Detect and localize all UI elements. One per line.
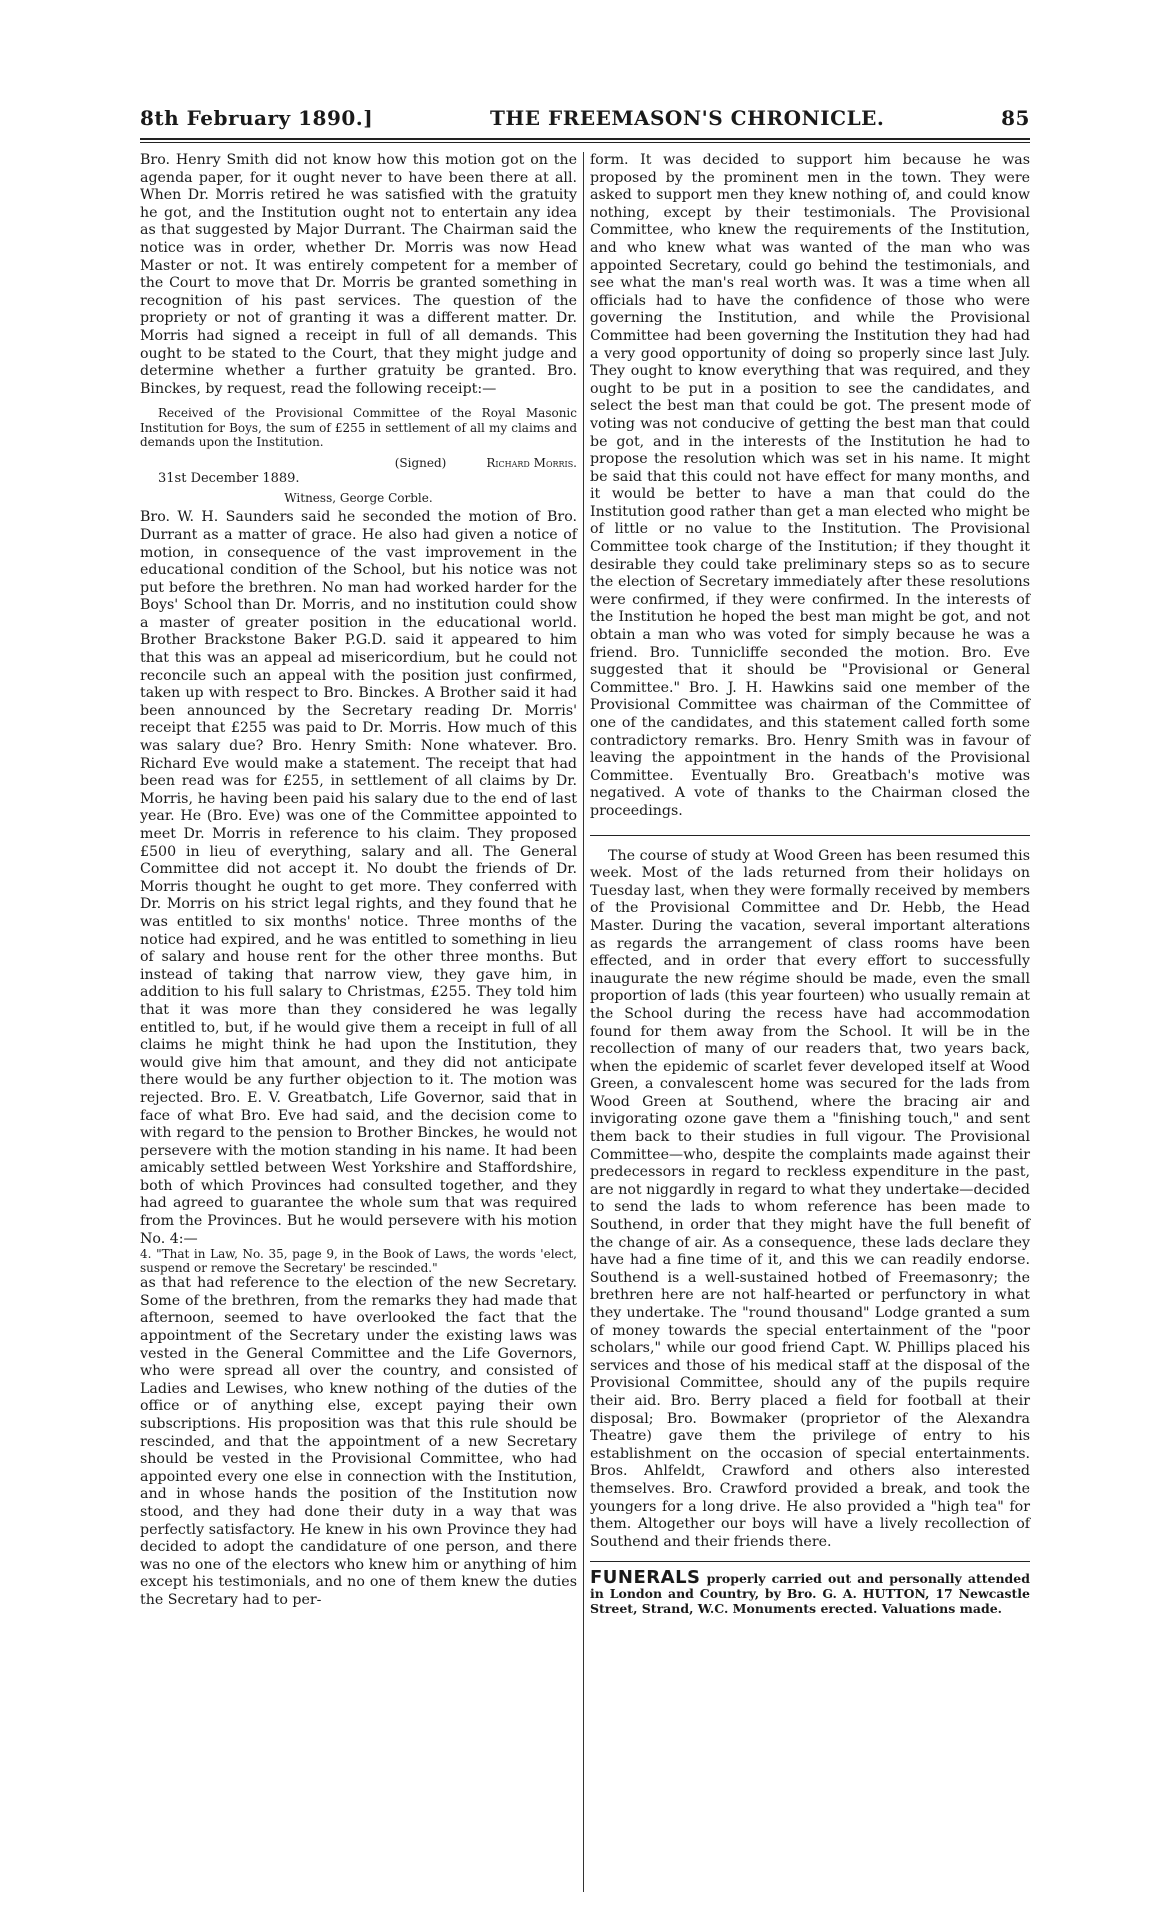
masthead-rule-thin	[140, 142, 1030, 143]
left-paragraph-1: Bro. Henry Smith did not know how this motion got on the agenda paper, for it ought never to have been there at all. When Dr. Morris retired he was satisfied with the gratuity he got, and the Institution ought not to entertain any idea as that suggested by Major Durrant. The Chairman said the notice was in order, whether Dr. Morris was now Head Master or not. It was entirely competent for a member of the Court to move that Dr. Morris be granted something in recognition of his past services. The question of the propriety or not of granting it was a different matter. Dr. Morris had signed a receipt in full of all demands. This ought to be stated to the Court, that they might judge and determine whether a further gratuity be granted. Bro. Binckes, by request, read the following receipt:—	[140, 152, 577, 397]
receipt-signed-label: (Signed)	[394, 455, 447, 470]
motion-quote: 4. "That in Law, No. 35, page 9, in the Book of Laws, the words 'elect, suspend or remove the Secretary' be rescinded."	[140, 1247, 577, 1275]
left-paragraph-2: Bro. W. H. Saunders said he seconded the motion of Bro. Durrant as a matter of grace. He also had given a notice of motion, in consequence of the vast improvement in the educational condition of the School, but his notice was not put before the brethren. No man had worked harder for the Boys' School than Dr. Morris, and no institution could show a master of greater position in the educational world. Brother Brackstone Baker P.G.D. said it appeared to him that this was an appeal ad misericordium, but he could not reconcile such an appeal with the position just confirmed, taken up with respect to Bro. Binckes. A Brother said it had been announced by the Secretary reading Dr. Morris' receipt that £255 was paid to Dr. Morris. How much of this was salary due? Bro. Henry Smith: None whatever. Bro. Richard Eve would make a statement. The receipt that had been read was for £255, in settlement of all claims by Dr. Morris, he having been paid his salary due to the end of last year. He (Bro. Eve) was one of the Committee appointed to meet Dr. Morris in reference to his claim. They proposed £500 in lieu of everything, salary and all. The General Committee did not accept it. No doubt the friends of Dr. Morris thought he ought to get more. They conferred with Dr. Morris on his strict legal rights, and they found that he was entitled to six months' notice. Three months of the notice had expired, and he was entitled to something in lieu of salary and house rent for the other three months. But instead of taking that narrow view, they gave him, in addition to his full salary to Christmas, £255. They told him that it was more than they considered he was legally entitled to, but, if he would give them a receipt in full of all claims he might think he had upon the Institution, they would give him that amount, and they did not anticipate there would be any further objection to it. The motion was rejected. Bro. E. V. Greatbatch, Life Governor, said that in face of what Bro. Eve had said, and the decision come to with regard to the pension to Brother Binckes, he would not persevere with the motion standing in his name. It had been amicably settled between West Yorkshire and Staffordshire, both of which Provinces had consulted together, and they had agreed to guarantee the whole sum that was required from the Provinces. But he would persevere with his motion No. 4:—	[140, 509, 577, 1247]
receipt-text: Received of the Provisional Committee of the Royal Masonic Institution for Boys, the sum of £255 in settlement of all my claims and demands upon the Institution.	[140, 406, 577, 450]
funerals-text: properly carried out and personally attended in London and Country, by Bro. G. A. HUTTON, 17 Newcastle Street, Strand, W.C. Monuments erected. Valuations made.	[590, 1571, 1030, 1617]
right-paragraph-2: The course of study at Wood Green has been resumed this week. Most of the lads returned from their holidays on Tuesday last, when they were formally received by members of the Provisional Committee and Dr. Hebb, the Head Master. During the vacation, several important alterations as regards the arrangement of class rooms have been effected, and in order that every effort to successfully inaugurate the new régime should be made, even the small proportion of lads (this year fourteen) who usually remain at the School during the recess have had accommodation found for them away from the School. It will be in the recollection of many of our readers that, two years back, when the epidemic of scarlet fever developed itself at Wood Green, a convalescent home was secured for the lads from Wood Green at Southend, where the bracing air and invigorating ozone gave them a "finishing touch," and sent them back to their studies in full vigour. The Provisional Committee—who, despite the complaints made against their predecessors in regard to reckless expenditure in the past, are not niggardly in regard to what they undertake—decided to send the lads to whom reference has been made to Southend, in order that they might have the full benefit of the change of air. As a consequence, these lads declare they have had a fine time of it, and this we can readily endorse. Southend is a well-sustained hotbed of Freemasonry; the brethren here are not half-hearted or perfunctory in what they undertake. The "round thousand" Lodge granted a sum of money towards the special entertainment of the "poor scholars," while our good friend Capt. W. Phillips placed his services and those of his medical staff at the disposal of the Provisional Committee, should any of the pupils require their aid. Bro. Berry placed a field for football at their disposal; Bro. Bowmaker (proprietor of the Alexandra Theatre) gave them the privilege of entry to his establishment on the occasion of special entertainments. Bros. Ahlfeldt, Crawford and others also interested themselves. Bro. Crawford provided a break, and took the youngers for a long drive. He also provided a "high tea" for them. Altogether our boys will have a lively recollection of Southend and their friends there.	[590, 847, 1030, 1550]
funerals-heading: FUNERALS	[590, 1567, 701, 1589]
receipt-signatory: Richard Morris.	[486, 455, 577, 470]
left-paragraph-3: as that had reference to the election of the new Secretary. Some of the brethren, from the remarks they had made that afternoon, seemed to have overlooked the fact that the appointment of the Secretary under the existing laws was vested in the General Committee and the Life Governors, who were spread all over the country, and consisted of Ladies and Lewises, who knew nothing of the duties of the office or of anything else, except paying their own subscriptions. His proposition was that this rule should be rescinded, and that the appointment of a new Secretary should be vested in the Provisional Committee, who had appointed every one else in connection with the Institution, and in whose hands the position of the Institution now stood, and they had done their duty in a way that was perfectly satisfactory. He knew in his own Province they had decided to adopt the candidature of one person, and there was no one of the electors who knew him or anything of him except his testimonials, and no one of them knew the duties the Secretary had to per-	[140, 1275, 577, 1608]
page-number: 85	[1001, 106, 1030, 130]
receipt-date: 31st December 1889.	[158, 471, 300, 487]
issue-date: 8th February 1890.]	[140, 106, 374, 130]
right-column	[590, 152, 1030, 1616]
publication-title: THE FREEMASON'S CHRONICLE.	[490, 106, 885, 130]
article-separator	[590, 835, 1030, 836]
masthead-rule	[140, 138, 1030, 140]
receipt-witness: Witness, George Corble.	[284, 490, 433, 505]
left-column	[140, 152, 577, 1610]
receipt-signature-line	[140, 456, 577, 471]
receipt-block	[140, 406, 577, 505]
funerals-advertisement	[590, 1567, 1030, 1617]
right-paragraph-1: form. It was decided to support him because he was proposed by the prominent men in the town. They were asked to support men they knew nothing of, and could know nothing, except by their testimonials. The Provisional Committee, who knew the requirements of the Institution, and who knew what was wanted of the man who was appointed Secretary, could go behind the testimonials, and see what the man's real worth was. It was a time when all officials had to have the confidence of those who were governing the Institution, and while the Provisional Committee had been governing the Institution they had had a very good opportunity of doing so properly since last July. They ought to know everything that was required, and they ought to be put in a position to see the candidates, and select the best man that could be got. The present mode of voting was not conducive of getting the best man that could be got, and in the interests of the Institution he had to propose the resolution which was set in his name. It might be said that this could not have effect for many months, and it would be better to have a man that could do the Institution good rather than get a man elected who might be of little or no value to the Institution. The Provisional Committee took charge of the Institution; if they thought it desirable they could take preliminary steps so as to secure the election of Secretary immediately after these resolutions were confirmed, if they were confirmed. In the interests of the Institution he hoped the best man might be got, and not obtain a man who was voted for simply because he was a friend. Bro. Tunnicliffe seconded the motion. Bro. Eve suggested that it should be "Provisional or General Committee." Bro. J. H. Hawkins said one member of the Provisional Committee was chairman of the Committee of one of the candidates, and this statement called forth some contradictory remarks. Bro. Henry Smith was in favour of leaving the appointment in the hands of the Provisional Committee. Eventually Bro. Greatbach's motive was negatived. A vote of thanks to the Chairman closed the proceedings.	[590, 152, 1030, 819]
notice-separator	[590, 1561, 1030, 1562]
masthead	[140, 106, 1030, 134]
column-divider	[583, 152, 584, 1892]
